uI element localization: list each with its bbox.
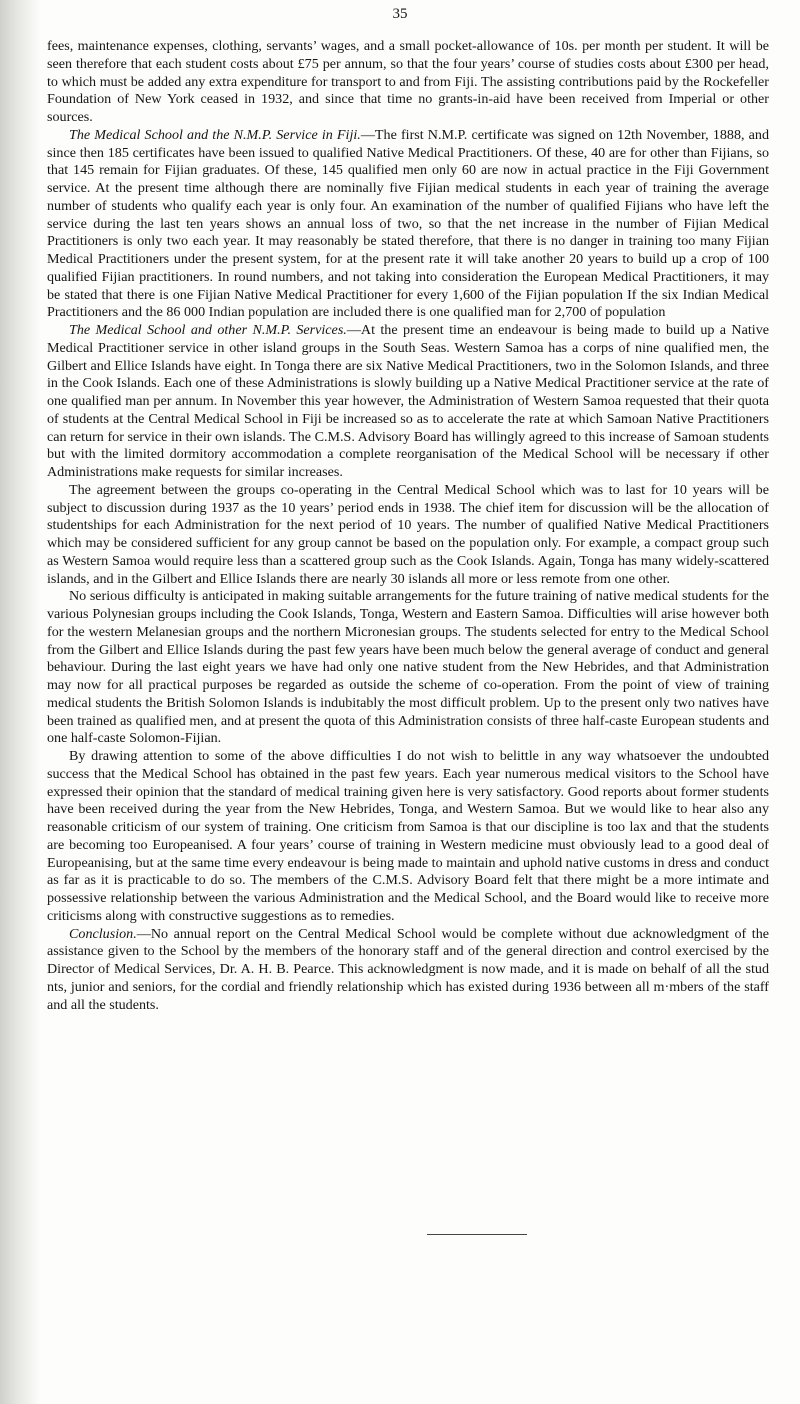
- paragraph-nmp-service-fiji: [47, 127, 769, 322]
- paragraph-text: The agreement between the groups co-operating in the Central Medical School which was to last for 10 years will be subject to discussion during 1937 as the 10 years’ period ends in 1938. The chief item for discussion will be the allocation of studentships for each Administration for the next period of 10 years. The number of qualified Native Medical Practitioners which may be considered sufficient for any group cannot be based on the population only. For example, a compact group such as Western Samoa would require less than a scattered group such as the Cook Islands. Again, Tonga has many widely-scattered islands, and in the Gilbert and Ellice Islands there are nearly 30 islands all more or less remote from one other.: [47, 481, 769, 587]
- paragraph-success: [47, 748, 769, 926]
- paragraph-conclusion: [47, 926, 769, 1015]
- paragraph-difficulties: [47, 588, 769, 748]
- paragraph-agreement: [47, 482, 769, 589]
- paragraph-costs: [47, 38, 769, 127]
- page-number: 35: [392, 6, 408, 22]
- page-edge-shadow: [0, 0, 40, 1404]
- paragraph-text: —The first N.M.P. certificate was signed on 12th November, 1888, and since then 185 certificates have been issued to qualified Native Medical Practitioners. Of these, 40 are for other than Fijians, so that 145 remain for Fijian graduates. Of these, 145 qualified men only 60 are now in actual practice in the Fiji Government service. At the present time although there are nominally five Fijian medical students in each year of training the average number of students who qualify each year is only four. An examination of the number of qualified Fijians who have left the service during the last ten years shows an annual loss of two, so that the net increase in the number of Fijian Medical Practitioners is only two each year. It may reasonably be stated therefore, that there is no danger in training too many Fijian Medical Practitioners under the present system, for at the present rate it will take another 20 years to build up a crop of 100 qualified Fijian practitioners. In round numbers, and not taking into consideration the European Medical Practitioners, it may be stated that there is one Fijian Native Medical Practitioner for every 1,600 of the Fijian population If the six Indian Medical Practitioners and the 86 000 Indian population are included there is one qualified man for 2,700 of population: [47, 126, 769, 321]
- report-body: [47, 38, 769, 1014]
- paragraph-text: —At the present time an endeavour is being made to build up a Native Medical Practitioner service in other island groups in the South Seas. Western Samoa has a corps of nine qualified men, the Gilbert and Ellice Islands have eight. In Tonga there are six Native Medical Practitioners, two in the Solomon Islands, and three in the Cook Islands. Each one of these Administrations is slowly building up a Native Medical Practitioner service at the rate of one qualified man per annum. In November this year however, the Administration of Western Samoa requested that their quota of students at the Central Medical School in Fiji be increased so as to accelerate the rate at which Samoan Native Practitioners can return for service in their own islands. The C.M.S. Advisory Board has willingly agreed to this increase of Samoan students but with the limited dormitory accommodation a complete reorganisation of the Medical School will be necessary if other Administrations make requests for similar increases.: [47, 322, 769, 480]
- paragraph-text: No serious difficulty is anticipated in making suitable arrangements for the future training of native medical students for the various Polynesian groups including the Cook Islands, Tonga, Western and Eastern Samoa. Difficulties will arise however both for the western Melanesian groups and the northern Micronesian groups. The students selected for entry to the Medical School from the Gilbert and Ellice Islands during the past few years have been much below the general average of conduct and general behaviour. During the last eight years we have had only one native student from the New Hebrides, and that Administration may now for all practical purposes be regarded as outside the scheme of co-operation. From the point of view of training medical students the British Solomon Islands is indubitably the most difficult problem. Up to the present only two natives have been trained as qualified men, and at present the quota of this Administration consists of three half-caste European students and one half-caste Solomon-Fijian.: [47, 588, 769, 747]
- end-rule: [427, 1234, 527, 1235]
- paragraph-text: By drawing attention to some of the above difficulties I do not wish to belittle in any way whatsoever the undoubted success that the Medical School has obtained in the past few years. Each year numerous medical visitors to the School have expressed their opinion that the standard of medical training given here is very satisfactory. Good reports about former students have been received during the year from the New Hebrides, Tonga, and Western Samoa. But we would like to hear also any reasonable criticism of our system of training. One criticism from Samoa is that our discipline is too lax and that the students are becoming too Europeanised. A four years’ course of training in Western medicine must obviously lead to a good deal of Europeanising, but at the same time every endeavour is being made to maintain and uphold native customs in dress and conduct as far as it is practicable to do so. The members of the C.M.S. Advisory Board felt that there might be a more intimate and possessive relationship between the various Administration and the Medical School, and the Board would like to receive more criticisms along with constructive suggestions as to remedies.: [47, 748, 769, 924]
- paragraph-other-nmp-services: [47, 322, 769, 482]
- paragraph-heading: The Medical School and the N.M.P. Service in Fiji.: [69, 126, 361, 143]
- paragraph-text: —No annual report on the Central Medical School would be complete without due acknowledgment of the assistance given to the School by the members of the honorary staff and of the general direction and control exercised by the Director of Medical Services, Dr. A. H. B. Pearce. This acknowledgment is now made, and it is made on behalf of all the stud nts, junior and seniors, for the cordial and friendly relationship which has existed during 1936 between all m·mbers of the staff and all the students.: [47, 925, 769, 1013]
- paragraph-heading: The Medical School and other N.M.P. Services.: [69, 322, 347, 338]
- paragraph-heading: Conclusion.: [69, 925, 137, 942]
- paragraph-text: fees, maintenance expenses, clothing, servants’ wages, and a small pocket-allowance of 10s. per month per student. It will be seen therefore that each student costs about £75 per annum, so that the four years’ course of studies costs about £300 per head, to which must be added any extra expenditure for transport to and from Fiji. The assisting contributions paid by the Rockefeller Foundation of New York ceased in 1932, and since that time no grants-in-aid have been received from Imperial or other sources.: [47, 38, 769, 125]
